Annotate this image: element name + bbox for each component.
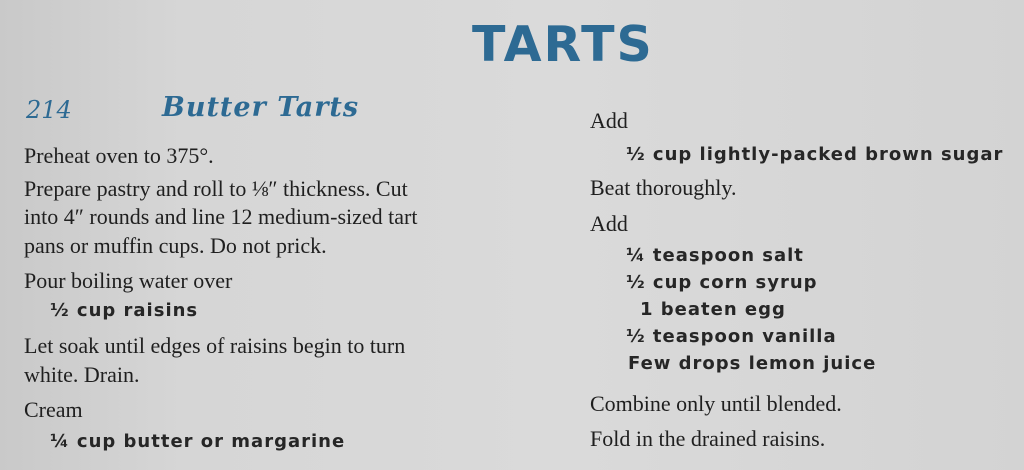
instruction-line: Combine only until blended. xyxy=(590,391,842,416)
instruction-line: Pour boiling water over xyxy=(24,268,233,293)
instruction-line: pans or muffin cups. Do not prick. xyxy=(24,233,327,258)
instruction-line: Beat thoroughly. xyxy=(590,175,737,200)
instruction-line: Fold in the drained raisins. xyxy=(590,426,826,451)
ingredient-line: 1 beaten egg xyxy=(640,299,786,320)
ingredient-line: ½ cup lightly-packed brown sugar xyxy=(626,144,1004,165)
ingredient-line: ¼ cup butter or margarine xyxy=(50,431,346,452)
instruction-line: into 4″ rounds and line 12 medium-sized tart xyxy=(24,204,418,229)
instruction-line: Let soak until edges of raisins begin to turn xyxy=(24,333,406,358)
ingredient-line: ½ cup corn syrup xyxy=(626,272,818,293)
instruction-line: Add xyxy=(590,211,628,236)
recipe-name: Butter Tarts xyxy=(162,92,360,123)
instruction-line: Prepare pastry and roll to ⅛″ thickness. Cut xyxy=(24,176,408,201)
instruction-line: Preheat oven to 375°. xyxy=(24,143,214,168)
page-title: TARTS xyxy=(472,16,654,73)
ingredient-line: ½ teaspoon vanilla xyxy=(626,326,837,347)
instruction-line: Add xyxy=(590,108,628,133)
ingredient-line: ¼ teaspoon salt xyxy=(626,245,804,266)
instruction-line: Cream xyxy=(24,397,83,422)
recipe-number: 214 xyxy=(26,96,72,124)
ingredient-line: ½ cup raisins xyxy=(50,300,199,321)
ingredient-line: Few drops lemon juice xyxy=(628,353,877,374)
instruction-line: white. Drain. xyxy=(24,362,140,387)
